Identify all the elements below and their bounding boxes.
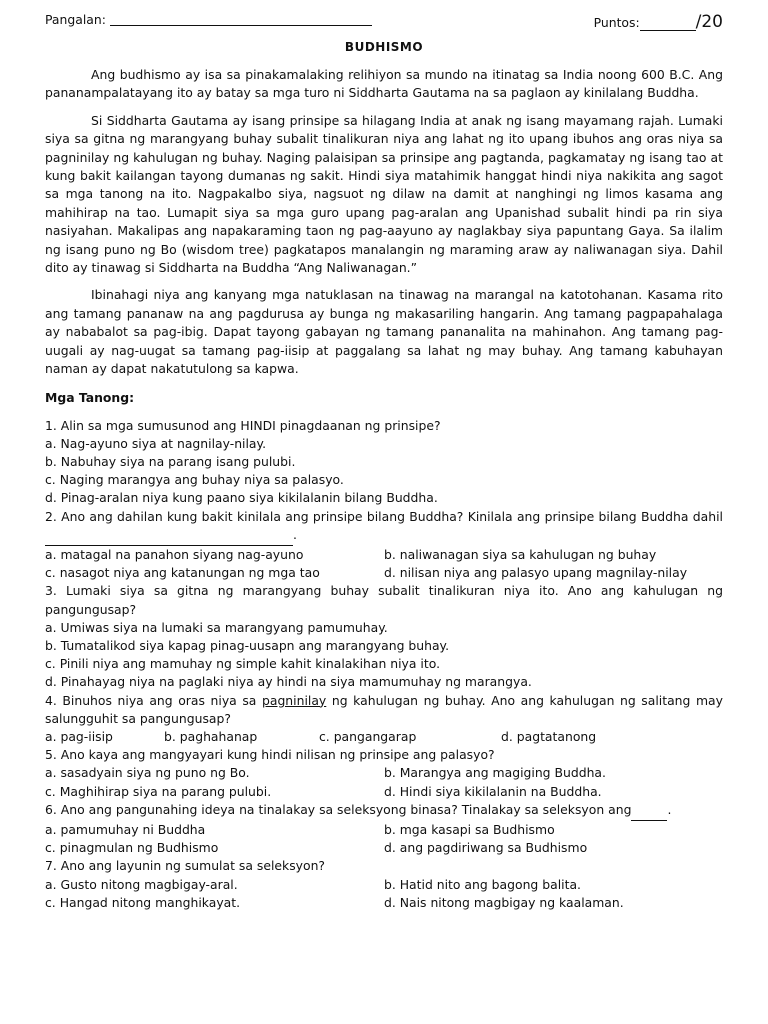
option-b: b. naliwanagan siya sa kahulugan ng buhay (384, 546, 657, 562)
score-field (594, 12, 723, 32)
question-text: 6. Ano ang pangunahing ideya na tinalakay sa seleksyong binasa? Tinalakay sa seleksyon ang . (45, 801, 723, 821)
option-a: a. pamumuhay ni Buddha (45, 821, 206, 837)
options-row (45, 783, 723, 801)
question-2 (45, 508, 723, 583)
option-c: c. pangangarap (319, 728, 417, 744)
question-6 (45, 801, 723, 858)
option-c: c. Pinili niya ang mamuhay ng simple kahit kinalakihan niya ito. (45, 656, 441, 672)
question-1 (45, 417, 723, 508)
question-text: 1. Alin sa mga sumusunod ang HINDI pinagdaanan ng prinsipe? (45, 417, 441, 433)
answer-blank (45, 527, 293, 546)
option-c: c. Maghihirap siya na parang pulubi. (45, 783, 272, 799)
option-b: b. Hatid nito ang bagong balita. (384, 876, 581, 892)
option-c: c. Hangad nitong manghikayat. (45, 894, 241, 910)
options-row (45, 821, 723, 839)
question-3 (45, 582, 723, 691)
paragraph-3: Ibinahagi niya ang kanyang mga natuklasan na tinawag na marangal na katotohanan. Kasama rito ang tamang pananaw na ang pagdurusa ay bunga ng makasariling hangarin. Ang tamang pagpapahalaga ay nababalot sa pag-ibig. Dapat tayong gabayan ng tamang pananalita na mahinahon. Ang tamang pag-uugali ay nag-uugat sa tamang pag-iisip at paggalang sa lahat ng may buhay. Ang tamang kabuhayan naman ay dapat nakatutulong sa kapwa. (45, 287, 723, 377)
option-d: d. Hindi siya kikilalanin na Buddha. (384, 783, 602, 799)
question-4 (45, 692, 723, 747)
option-c: c. pinagmulan ng Budhismo (45, 840, 219, 856)
options-row (45, 564, 723, 582)
answer-blank (631, 802, 667, 821)
question-text: 2. Ano ang dahilan kung bakit kinilala ang prinsipe bilang Buddha? Kinilala ang prinsipe bilang Buddha dahil . (45, 508, 723, 546)
option-a: a. Gusto nitong magbigay-aral. (45, 876, 238, 892)
score-blank (640, 15, 696, 31)
questions-heading: Mga Tanong: (45, 389, 135, 405)
question-text: 5. Ano kaya ang mangyayari kung hindi nilisan ng prinsipe ang palasyo? (45, 747, 495, 763)
question-text: 7. Ano ang layunin ng sumulat sa seleksyon? (45, 858, 325, 874)
option-b: b. Marangya ang magiging Buddha. (384, 765, 606, 781)
option-c: c. nasagot niya ang katanungan ng mga tao (45, 565, 320, 581)
option-d: d. Pinahayag niya na paglaki niya ay hindi na siya mamumuhay ng marangya. (45, 674, 532, 690)
paragraph-2: Si Siddharta Gautama ay isang prinsipe sa hilagang India at anak ng isang mayamang rajah. Lumaki siya sa gitna ng marangyang buhay subalit tinalikuran niya ang lahat ng ito upang ibuhos ang oras niya sa pagninilay ng kahulugan ng buhay. Naging palaisipan sa prinsipe ang pagtanda, pagkamatay ng isang tao at kung bakit kailangan tayong dumanas ng sakit. Hindi siya matahimik hanggat hindi niya nakikita ang sagot sa mga tanong na ito. Nagpakalbo siya, nagsuot ng dilaw na damit at nanghingi ng limos kasama ang mahihirap na tao. Lumapit siya sa mga guro upang pag-aralan ang Upanishad subalit hindi pa rin siya nasiyahan. Makalipas ang napakaraming taon ng pag-aayuno ay naglakbay siya papuntang Gaya. Sa ilalim ng isang puno ng Bo (wisdom tree) pagkatapos manalangin ng maraming araw ay naliwanagan siya. Dahil dito ay tinawag si Siddharta na Buddha “Ang Naliwanagan.” (45, 112, 723, 276)
options-row (45, 764, 723, 782)
option-c: c. Naging marangya ang buhay niya sa palasyo. (45, 472, 344, 488)
options-row (45, 839, 723, 857)
options-row (45, 894, 723, 912)
option-d: d. ang pagdiriwang sa Budhismo (384, 840, 588, 856)
question-text: 3. Lumaki siya sa gitna ng marangyang buhay subalit tinalikuran niya ito. Ano ang kahulugan ng pangungusap? (45, 583, 723, 617)
option-d: d. pagtatanong (501, 728, 597, 744)
options-row (45, 728, 723, 746)
underlined-word: pagninilay (261, 692, 327, 708)
option-b: b. Nabuhay siya na parang isang pulubi. (45, 453, 296, 469)
question-7 (45, 857, 723, 912)
question-5 (45, 746, 723, 801)
page-title: BUDHISMO (344, 40, 424, 54)
worksheet-header (45, 12, 723, 32)
score-total: /20 (695, 12, 723, 32)
reading-passage (45, 66, 723, 912)
name-field (45, 12, 372, 27)
option-b: b. mga kasapi sa Budhismo (384, 821, 555, 837)
name-blank (110, 25, 372, 26)
option-a: a. pag-iisip (45, 728, 113, 744)
score-label: Puntos: (593, 15, 640, 30)
option-d: d. Nais nitong magbigay ng kaalaman. (384, 894, 624, 910)
name-label: Pangalan: (45, 12, 106, 27)
option-a: a. Nag-ayuno siya at nagnilay-nilay. (45, 435, 267, 451)
question-text: 4. Binuhos niya ang oras niya sa pagninilay ng kahulugan ng buhay. Ano ang kahulugan ng salitang may salungguhit sa pangungusap? (45, 692, 723, 726)
options-row (45, 546, 723, 564)
option-b: b. paghahanap (164, 728, 258, 744)
option-a: a. matagal na panahon siyang nag-ayuno (45, 546, 304, 562)
option-b: b. Tumatalikod siya kapag pinag-uusapn ang marangyang buhay. (45, 637, 450, 653)
paragraph-1: Ang budhismo ay isa sa pinakamalaking relihiyon sa mundo na itinatag sa India noong 600 B.C. Ang pananampalatayang ito ay batay sa mga turo ni Siddharta Gautama na sa paglaon ay kinilalang Buddha. (45, 67, 723, 101)
option-a: a. sasadyain siya ng puno ng Bo. (45, 765, 250, 781)
option-a: a. Umiwas siya na lumaki sa marangyang pamumuhay. (45, 619, 388, 635)
option-d: d. Pinag-aralan niya kung paano siya kikilalanin bilang Buddha. (45, 490, 438, 506)
options-row (45, 876, 723, 894)
option-d: d. nilisan niya ang palasyo upang magnilay-nilay (384, 565, 688, 581)
